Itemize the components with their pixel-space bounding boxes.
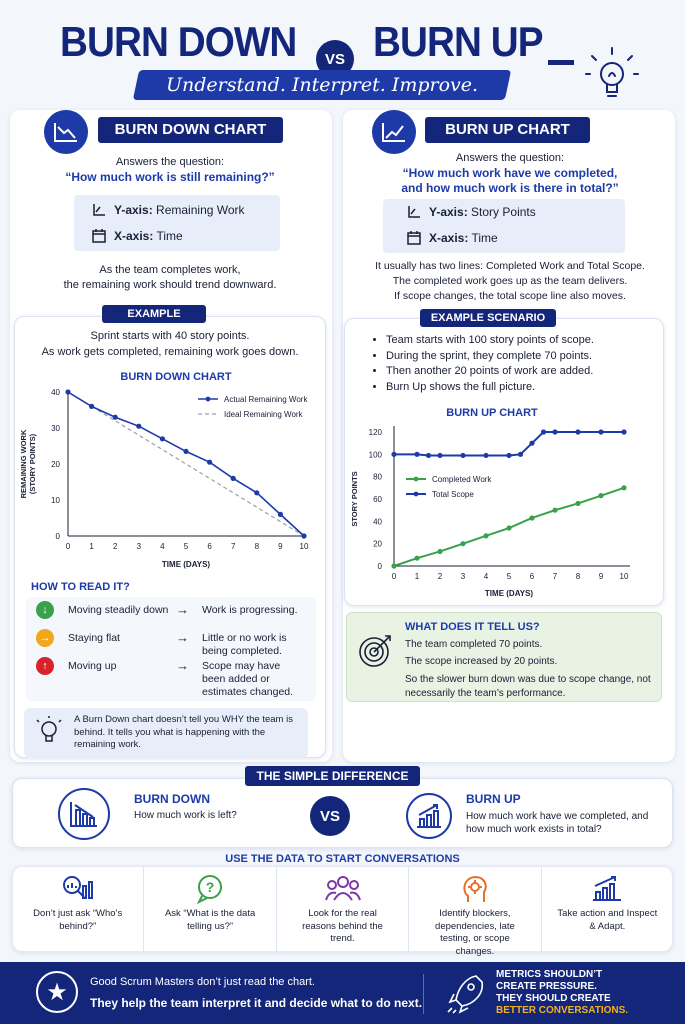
- bar-down-icon: [69, 800, 99, 828]
- bar-up-icon: [415, 803, 443, 829]
- conversation-item: [542, 866, 673, 952]
- actual-point: [278, 512, 283, 517]
- y-tick-label: 0: [377, 562, 382, 571]
- how-to-read-label: Moving steadily down: [68, 604, 169, 616]
- calendar-icon: [92, 229, 106, 243]
- actual-point: [207, 460, 212, 465]
- y-axis-label-line: (STORY POINTS): [28, 433, 37, 495]
- how-to-read-row: [36, 629, 312, 658]
- subtitle-text: Understand. Interpret. Improve.: [165, 74, 479, 96]
- x-tick-label: 1: [414, 572, 420, 581]
- x-tick-label: 6: [529, 572, 535, 581]
- x-tick-label: 4: [160, 542, 165, 551]
- title-burn-up: BURN UP: [373, 18, 543, 65]
- burndown-question: “How much work is still remaining?”: [65, 170, 275, 184]
- y-axis-label: STORY POINTS: [350, 471, 359, 527]
- x-tick-label: 0: [391, 572, 397, 581]
- total-scope-point: [414, 452, 419, 457]
- burndown-desc-1: As the team completes work,: [99, 264, 241, 276]
- conversation-item: [277, 866, 409, 952]
- y-tick-label: 60: [373, 495, 382, 504]
- tip-lightbulb-icon: [36, 716, 62, 748]
- x-tick-label: 5: [506, 572, 512, 581]
- what-tells-title: WHAT DOES IT TELL US?: [405, 621, 540, 633]
- diff-vs-badge: VS: [310, 796, 350, 836]
- arrow-icon: →: [176, 602, 189, 617]
- actual-point: [254, 490, 259, 495]
- legend-label-completed: Completed Work: [432, 475, 492, 484]
- burnup-bullets: [372, 333, 662, 395]
- burndown-tip-text: A Burn Down chart doesn’t tell you WHY the team is behind. It tells you what is happening with the remaining work.: [74, 714, 293, 750]
- what-tells-box: [346, 612, 662, 702]
- x-tick-label: 5: [183, 542, 189, 551]
- burndown-tip-box: [24, 708, 308, 758]
- burnup-desc-2: The completed work goes up as the team delivers.: [392, 275, 628, 287]
- diff-left-text: How much work is left?: [134, 810, 237, 821]
- completed-point: [483, 533, 488, 538]
- footer-right-1: METRICS SHOULDN’T: [496, 969, 603, 980]
- legend-marker-actual: [206, 397, 211, 402]
- difference-pill: THE SIMPLE DIFFERENCE: [245, 766, 420, 786]
- axis-icon: [407, 205, 421, 219]
- burndown-yaxis-value: Remaining Work: [156, 203, 245, 217]
- head-gear-icon: [409, 874, 540, 909]
- diff-left-title: BURN DOWN: [134, 792, 210, 806]
- burnup-desc-3: If scope changes, the total scope line also moves.: [394, 290, 626, 302]
- arrow-up-icon: ↑: [36, 657, 54, 675]
- how-to-read-meaning: Scope may have been added or estimates changed.: [202, 660, 294, 698]
- how-to-read-title: HOW TO READ IT?: [31, 581, 130, 593]
- burndown-chart: [18, 366, 324, 574]
- burnup-desc-1: It usually has two lines: Completed Work and Total Scope.: [375, 260, 645, 272]
- burnup-diff-icon: [406, 793, 452, 839]
- total-scope-point: [426, 453, 431, 458]
- burnup-xaxis-value: Time: [471, 231, 498, 245]
- line-down-icon: [53, 121, 79, 143]
- conversation-item: [409, 866, 541, 957]
- subtitle-banner: [133, 70, 511, 100]
- y-axis-label-line: REMAINING WORK: [19, 429, 28, 499]
- legend-label-actual: Actual Remaining Work: [224, 395, 308, 404]
- conversation-text: Identify blockers, dependencies, late testing, or scope changes.: [435, 908, 515, 957]
- burndown-header-icon: [44, 110, 88, 154]
- how-to-read-list: [26, 597, 316, 701]
- title-burn-down: BURN DOWN: [60, 18, 297, 65]
- x-tick-label: 7: [552, 572, 558, 581]
- what-tells-line: The scope increased by 20 points.: [405, 656, 558, 667]
- total-scope-point: [621, 429, 626, 434]
- total-scope-point: [598, 429, 603, 434]
- what-tells-line: The team completed 70 points.: [405, 639, 543, 650]
- how-to-read-meaning: Work is progressing.: [202, 604, 298, 616]
- completed-point: [598, 493, 603, 498]
- x-tick-label: 8: [254, 542, 260, 551]
- completed-point: [575, 501, 580, 506]
- chart-magnifier-icon: [12, 874, 143, 907]
- actual-point: [136, 424, 141, 429]
- burndown-desc-2: the remaining work should trend downward.: [63, 279, 277, 291]
- footer-right-2: CREATE PRESSURE.: [496, 981, 597, 992]
- completed-point: [506, 525, 511, 530]
- y-tick-label: 0: [55, 532, 60, 541]
- y-tick-label: 40: [51, 388, 60, 397]
- footer-divider: [423, 974, 424, 1014]
- total-scope-point: [483, 453, 488, 458]
- burnup-chart: [346, 404, 646, 600]
- burnup-example-pill: EXAMPLE SCENARIO: [420, 309, 556, 327]
- burnup-yaxis-row: [383, 199, 625, 225]
- team-icon: [277, 874, 408, 907]
- burndown-axis-box: [74, 195, 280, 251]
- x-tick-label: 10: [299, 542, 309, 551]
- footer-right-3: THEY SHOULD CREATE: [496, 993, 611, 1004]
- line-up-icon: [381, 121, 407, 143]
- x-axis-label: TIME (DAYS): [161, 560, 211, 569]
- x-tick-label: 2: [437, 572, 443, 581]
- arrow-down-icon: ↓: [36, 601, 54, 619]
- burndown-example-pill: EXAMPLE: [102, 305, 206, 323]
- burnup-question-1: “How much work have we completed,: [402, 166, 618, 180]
- legend-marker-scope: [414, 492, 419, 497]
- x-tick-label: 9: [278, 542, 283, 551]
- burnup-xaxis-label: X-axis:: [429, 231, 469, 245]
- burndown-heading: BURN DOWN CHART: [98, 117, 283, 143]
- completed-point: [391, 563, 396, 568]
- burnup-question-2: and how much work is there in total?”: [401, 181, 619, 195]
- burnup-xaxis-row: [383, 225, 625, 251]
- burnup-bullet: • Team starts with 100 story points of scope.: [386, 333, 662, 349]
- burndown-example-1: Sprint starts with 40 story points.: [90, 330, 250, 342]
- total-scope-point: [460, 453, 465, 458]
- footer-line-1: Good Scrum Masters don’t just read the chart.: [90, 976, 315, 988]
- star-badge-icon: ★: [36, 971, 78, 1013]
- burnup-bullet: • Then another 20 points of work are added.: [386, 364, 662, 380]
- total-scope-line: [394, 432, 624, 455]
- x-tick-label: 1: [89, 542, 94, 551]
- burnup-header-icon: [372, 110, 416, 154]
- conversation-text: Look for the real reasons behind the trend.: [302, 908, 383, 944]
- total-scope-point: [391, 452, 396, 457]
- legend-label-scope: Total Scope: [432, 490, 474, 499]
- burnup-axis-box: [383, 199, 625, 253]
- total-scope-point: [437, 453, 442, 458]
- calendar-icon: [407, 231, 421, 245]
- diff-right-text: How much work have we completed, and how much work exists in total?: [466, 811, 649, 835]
- arrow-right-icon: →: [36, 629, 54, 647]
- x-tick-label: 10: [619, 572, 629, 581]
- conversation-item: [144, 866, 276, 952]
- x-tick-label: 8: [575, 572, 581, 581]
- y-tick-label: 20: [51, 460, 60, 469]
- completed-point: [529, 515, 534, 520]
- completed-point: [437, 549, 442, 554]
- burnup-yaxis-label: Y-axis:: [429, 205, 468, 219]
- completed-point: [621, 485, 626, 490]
- title-vs-badge: VS: [316, 40, 354, 78]
- x-tick-label: 3: [460, 572, 466, 581]
- burndown-question-intro: Answers the question:: [115, 156, 225, 168]
- actual-point: [301, 533, 306, 538]
- conversations-row: [12, 866, 673, 957]
- burnup-question-intro: Answers the question:: [455, 152, 565, 164]
- burndown-xaxis-label: X-axis:: [114, 229, 154, 243]
- chart-title: BURN DOWN CHART: [120, 371, 232, 383]
- how-to-read-label: Staying flat: [68, 632, 120, 644]
- how-to-read-meaning: Little or no work is being completed.: [202, 632, 287, 657]
- actual-point: [231, 476, 236, 481]
- y-tick-label: 10: [51, 496, 60, 505]
- how-to-read-row: [36, 601, 312, 619]
- burnup-yaxis-value: Story Points: [471, 205, 536, 219]
- total-scope-point: [518, 452, 523, 457]
- y-tick-label: 20: [373, 539, 382, 549]
- svg-text:?: ?: [205, 879, 215, 895]
- conversation-text: Take action and Inspect & Adapt.: [557, 908, 658, 932]
- target-icon: [357, 631, 395, 669]
- burndown-yaxis-label: Y-axis:: [114, 203, 153, 217]
- x-tick-label: 3: [136, 542, 142, 551]
- title-bar: [0, 14, 685, 74]
- y-tick-label: 40: [373, 517, 382, 527]
- diff-right-title: BURN UP: [466, 792, 521, 806]
- burndown-example-2: As work gets completed, remaining work goes down.: [41, 346, 299, 358]
- what-tells-line: So the slower burn down was due to scope change, not necessarily the team’s performance.: [405, 674, 651, 699]
- chart-title: BURN UP CHART: [446, 407, 538, 419]
- x-tick-label: 9: [598, 572, 604, 581]
- lightbulb-icon: [584, 44, 640, 106]
- burndown-xaxis-value: Time: [156, 229, 183, 243]
- title-underscore: [548, 60, 574, 65]
- y-tick-label: 120: [368, 428, 382, 437]
- rocket-icon: [446, 972, 486, 1014]
- total-scope-point: [529, 441, 534, 446]
- burnup-bullet: • During the sprint, they complete 70 points.: [386, 349, 662, 365]
- total-scope-point: [506, 453, 511, 458]
- conversation-item: [12, 866, 144, 952]
- y-axis-label: [19, 429, 37, 498]
- axis-icon: [92, 203, 106, 217]
- actual-point: [183, 449, 188, 454]
- actual-point: [113, 415, 118, 420]
- legend-marker-completed: [414, 477, 419, 482]
- legend-label-ideal: Ideal Remaining Work: [224, 410, 303, 419]
- conversation-text: Ask “What is the data telling us?”: [164, 908, 256, 932]
- total-scope-point: [541, 429, 546, 434]
- y-tick-label: 80: [373, 472, 382, 482]
- footer-right-4: BETTER CONVERSATIONS.: [496, 1005, 629, 1016]
- y-tick-label: 100: [368, 450, 382, 460]
- growth-chart-icon: [542, 874, 673, 907]
- completed-point: [460, 541, 465, 546]
- how-to-read-label: Moving up: [68, 660, 117, 672]
- arrow-icon: →: [176, 658, 189, 673]
- conversations-title: USE THE DATA TO START CONVERSATIONS: [225, 853, 460, 865]
- actual-point: [89, 404, 94, 409]
- actual-point: [65, 389, 70, 394]
- completed-point: [414, 556, 419, 561]
- x-tick-label: 7: [230, 542, 236, 551]
- x-tick-label: 0: [65, 542, 71, 551]
- burndown-yaxis-row: [74, 197, 280, 223]
- footer-line-2: They help the team interpret it and decide what to do next.: [90, 996, 423, 1010]
- how-to-read-row: [36, 657, 312, 699]
- burnup-bullet: • Burn Up shows the full picture.: [386, 380, 662, 396]
- x-axis-label: TIME (DAYS): [484, 589, 534, 598]
- total-scope-point: [552, 429, 557, 434]
- actual-point: [160, 436, 165, 441]
- conversation-text: Don’t just ask “Who’s behind?”: [33, 908, 123, 932]
- y-tick-label: 30: [51, 424, 60, 433]
- arrow-icon: →: [176, 630, 189, 645]
- completed-point: [552, 508, 557, 513]
- burnup-heading: BURN UP CHART: [425, 117, 590, 143]
- question-bubble-icon: [144, 874, 275, 909]
- footer-bar: [0, 962, 685, 1024]
- total-scope-point: [575, 429, 580, 434]
- burndown-xaxis-row: [74, 223, 280, 249]
- x-tick-label: 2: [112, 542, 118, 551]
- x-tick-label: 4: [483, 572, 489, 581]
- burndown-diff-icon: [58, 788, 110, 840]
- x-tick-label: 6: [207, 542, 212, 551]
